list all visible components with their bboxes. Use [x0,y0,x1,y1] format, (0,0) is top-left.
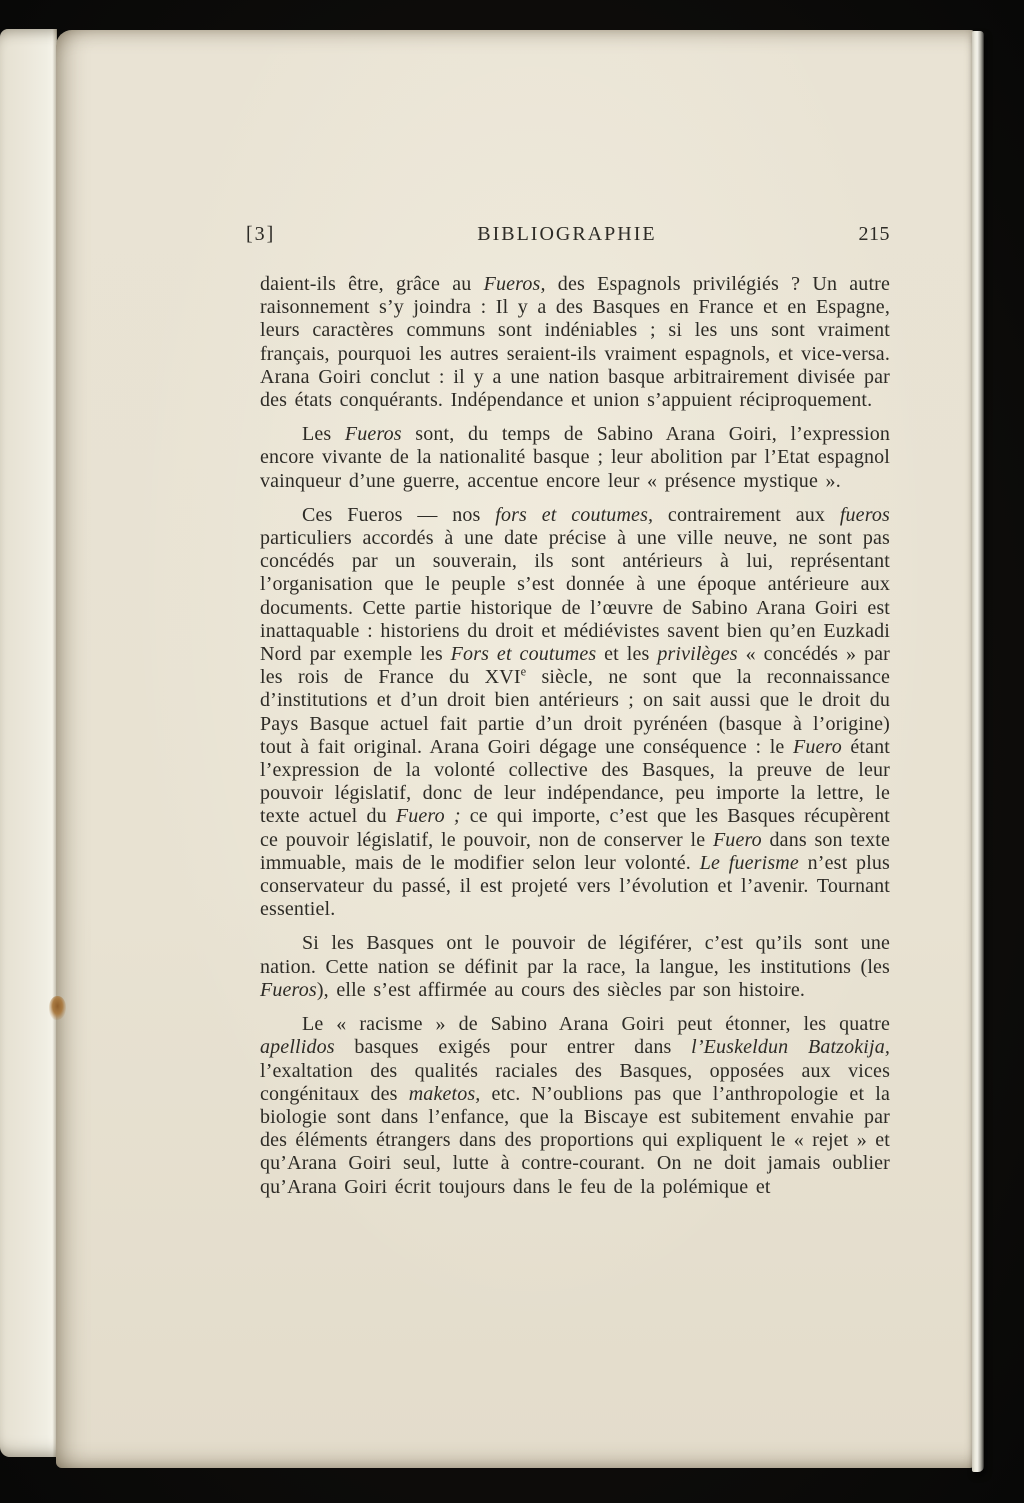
paragraph: Le « racisme » de Sabino Arana Goiri peut étonner, les quatre apellidos basques exigés pour entrer dans l’Euskeldun Batzokija, l’exaltation des qualités raciales des Basques, opposées aux vices congénitaux des maketos, etc. N’oublions pas que l’anthropologie et la biologie sont dans l’enfance, que la Biscaye est subitement envahie par des éléments étrangers dans des proportions qui expliquent le « rejet » et qu’Arana Goiri seul, lutte à contre-courant. On ne doit jamais oublier qu’Arana Goiri écrit toujours dans le feu de la polémique et [260,1013,890,1198]
paragraph: Les Fueros sont, du temps de Sabino Arana Goiri, l’expression encore vivante de la nationalité basque ; leur abolition par l’Etat espagnol vainqueur d’une guerre, accentue encore leur « présence mystique ». [260,423,890,492]
paragraph: Ces Fueros — nos fors et coutumes, contrairement aux fueros particuliers accordés à une date précise à une ville neuve, ne sont pas concédés par un souverain, ils sont antérieurs à lui, représentant l’organisation que le peuple s’est donnée à une époque antérieure aux documents. Cette partie historique de l’œuvre de Sabino Arana Goiri est inattaquable : historiens du droit et médiévistes savent bien qu’en Euzkadi Nord par exemple les Fors et coutumes et les privilèges « concédés » par les rois de France du XVIe siècle, ne sont que la reconnaissance d’institutions et d’un droit bien antérieurs ; on sait aussi que le droit du Pays Basque actuel fait partie d’un droit pyrénéen (basque à l’origine) tout à fait original. Arana Goiri dégage une conséquence : le Fuero étant l’expression de la volonté collective des Basques, la preuve de leur pouvoir législatif, donc de leur indépendance, peu importe la lettre, le texte actuel du Fuero ; ce qui importe, c’est que les Basques récupèrent ce pouvoir législatif, le pouvoir, non de conserver le Fuero dans son texte immuable, mais de le modifier selon leur volonté. Le fuerisme n’est plus conservateur du passé, il est projeté vers l’évolution et l’avenir. Tournant essentiel. [260,503,891,921]
book-page [56,30,974,1468]
running-title: BIBLIOGRAPHIE [477,223,657,245]
paragraph: daient-ils être, grâce au Fueros, des Espagnols privilégiés ? Un autre raisonnement s’y joindra : Il y a des Basques en France et en Espagne, leurs caractères communs sont indéniables ; si les uns sont vraiment français, pourquoi les autres seraient-ils vraiment espagnols, et vice-versa. Arana Goiri conclut : il y a une nation basque arbitrairement divisée par des états conquérants. Indépendance et union s’appuient réciproquement. [260,273,891,412]
page-number: 215 [858,223,890,245]
text-block [246,222,891,1199]
section-mark: [3] [246,223,276,245]
body-text [260,273,890,1199]
gutter-page-edge [0,29,57,1457]
page-header [246,222,890,246]
page-stack-edge [972,31,984,1472]
paragraph: Si les Basques ont le pouvoir de légiférer, c’est qu’ils sont une nation. Cette nation se définit par la race, la langue, les institutions (les Fueros), elle s’est affirmée au cours des siècles par son histoire. [260,932,890,1001]
